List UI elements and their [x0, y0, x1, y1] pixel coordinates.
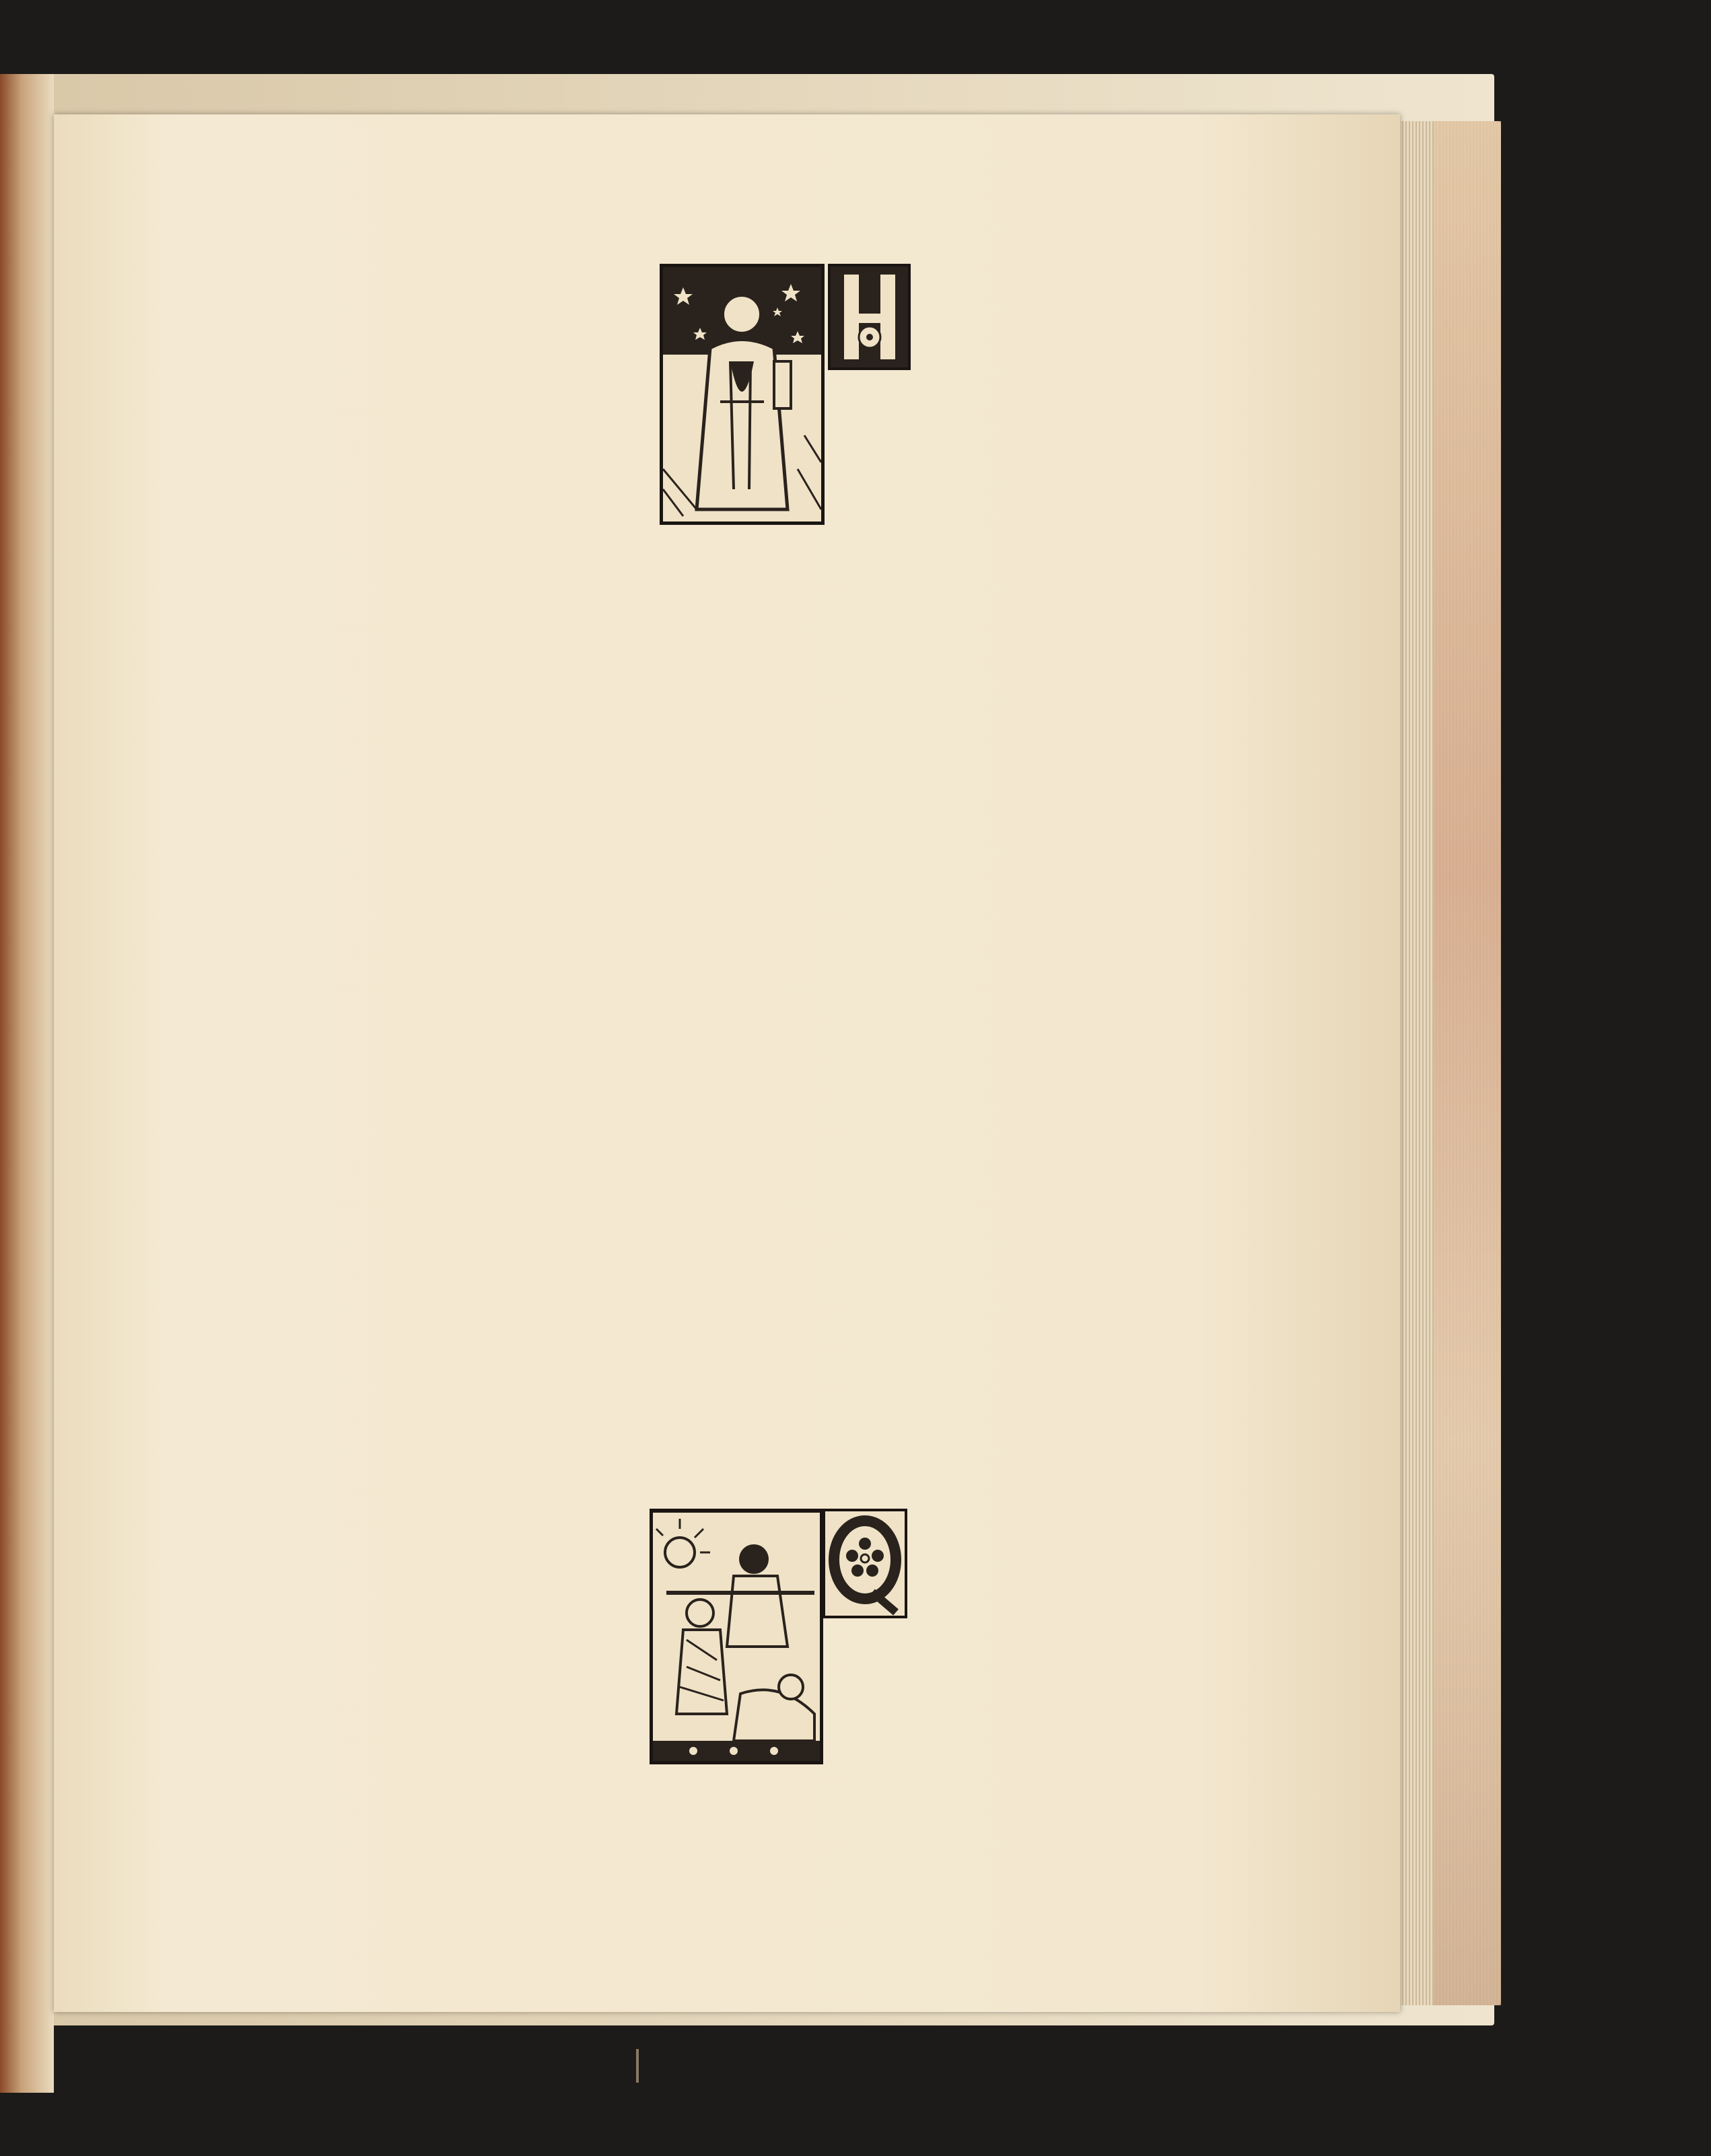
left-page-edge: [0, 74, 54, 2093]
decorated-initial-h: [828, 264, 911, 370]
woodcut-martyrdom-scene: [650, 1509, 823, 1764]
page-fore-edge: [1400, 121, 1501, 2005]
decorated-initial-q: [823, 1509, 907, 1618]
printer-mark: [636, 2049, 639, 2083]
running-header: [155, 176, 1151, 237]
woodcut-saint-homobonus: [660, 264, 825, 525]
